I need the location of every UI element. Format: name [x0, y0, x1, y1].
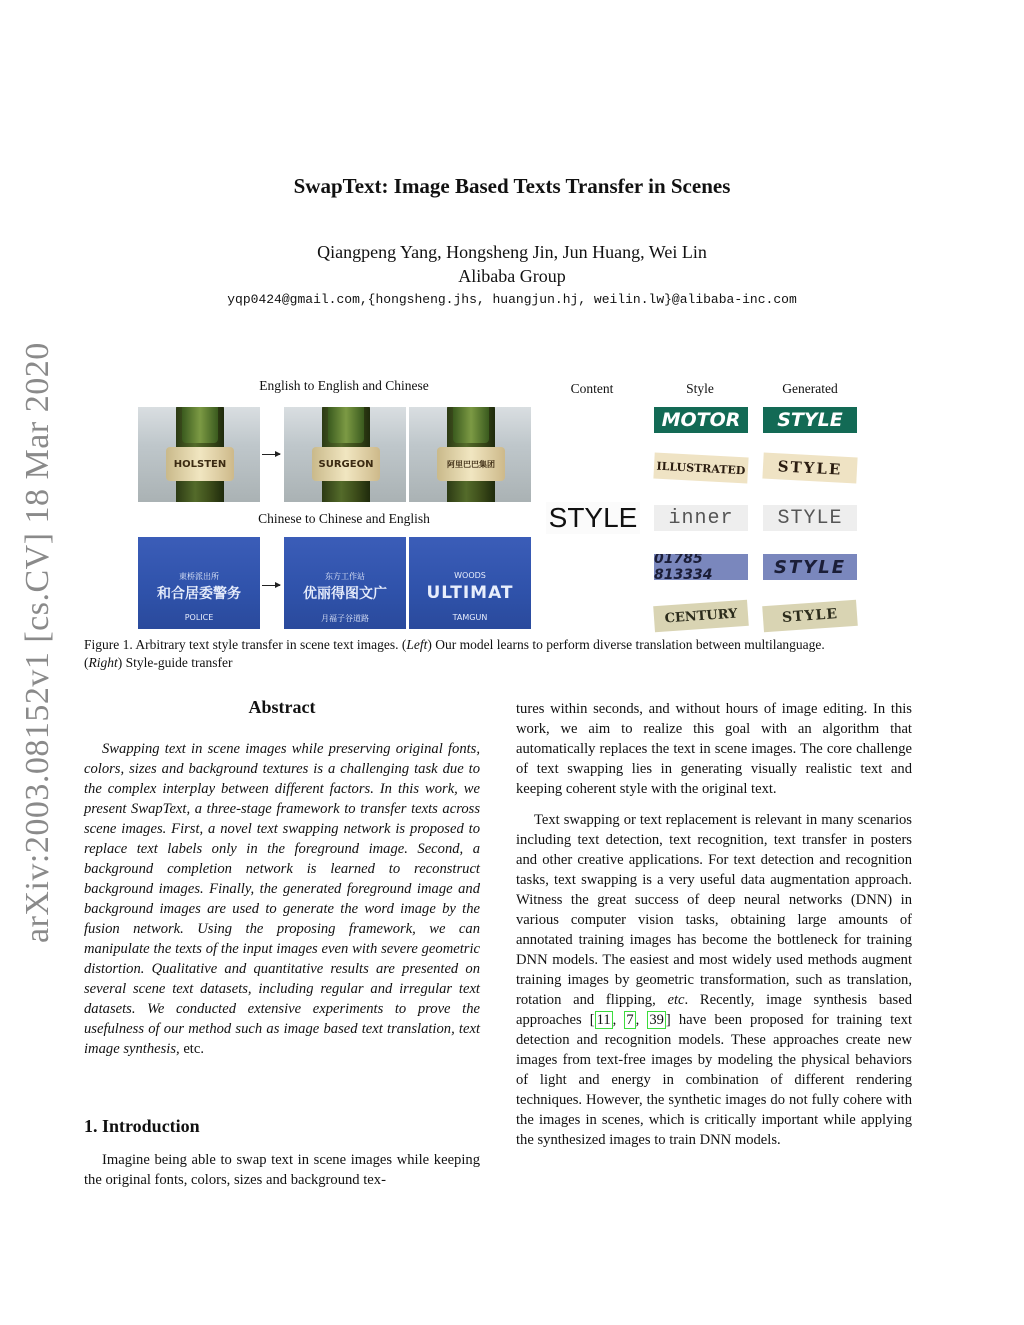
content-word-image: STYLE [546, 502, 640, 534]
bottle-image-chinese [409, 407, 531, 502]
style-image-1: MOTOR [654, 407, 748, 433]
etc-text: etc [667, 992, 685, 1008]
bottle-image-english [284, 407, 406, 502]
paragraph-text: tures within seconds, and without hours of image editing. In this work, we aim to realize this goal with an algorithm that automatically replaces the text in scene images. The core challenge of text swapping lies in generating visually realistic text and keeping coherent style with the original text. [516, 701, 912, 797]
sign-image-english [409, 537, 531, 629]
arrow-icon [262, 585, 280, 586]
style-image-3: inner [654, 505, 748, 531]
sign-main-text: 和合居委警务 [157, 586, 241, 602]
citation-link[interactable]: 7 [626, 1012, 634, 1028]
figure-caption [84, 636, 924, 672]
arxiv-identifier: arXiv:2003.08152v1 [cs.CV] 18 Mar 2020 [19, 342, 56, 943]
caption-text: Figure 1. Arbitrary text style transfer in scene text images. ( [84, 637, 407, 652]
caption-text: ) Our model learns to perform diverse translation between multilanguage. [427, 637, 825, 652]
sign-image-original [138, 537, 260, 629]
sign-main-text: 优丽得图文广 [303, 586, 387, 602]
citation-link[interactable]: 39 [649, 1012, 664, 1028]
figure-left-top-label: English to English and Chinese [259, 378, 429, 393]
caption-left: Left [406, 637, 428, 652]
intro-text: Imagine being able to swap text in scene images while keeping the original fonts, colors, sizes and background tex- [84, 1152, 480, 1188]
arrow-icon [262, 454, 280, 455]
paragraph-text: Text swapping or text replacement is relevant in many scenarios including text detection, text recognition, text transfer in posters and other creative applications. For text detection and recognition tasks, text swapping is a very useful data augmentation approach. Witness the great success of deep neural networks (DNN) in various computer vision tasks, obtaining large amounts of annotated training images has become the bottleneck for training DNN models. The easiest and most widely used methods augment training images by geometric transformation, such as translation, rotation and flipping, [516, 812, 912, 1008]
paragraph-text: ] have been proposed for training text detection and recognition models. These approaches create new images from text-free images by modeling the physical behaviors of light and energy in combination of different rendering techniques. However, the synthetic images do not fully cohere with the images in scenes, which is critically important while applying the synthesized images to train DNN models. [516, 1012, 912, 1148]
column-header-generated: Generated [782, 381, 838, 396]
author-block [0, 240, 1024, 288]
style-image-2: ILLUSTRATED [653, 453, 748, 484]
generated-image-3: STYLE [763, 505, 857, 531]
bottle-label: SURGEON [312, 447, 380, 481]
intro-heading: 1. Introduction [84, 1116, 200, 1136]
style-image-5: CENTURY [653, 600, 749, 632]
abstract-heading: Abstract [248, 697, 316, 717]
sign-top-text: WOODS [454, 571, 486, 580]
abstract-text [84, 739, 480, 1059]
caption-text: ( [84, 655, 89, 670]
sign-bottom-text: TAMGUN [452, 613, 488, 622]
column-header-style: Style [686, 381, 714, 396]
sign-main-text: ULTIMAT [426, 583, 514, 603]
bottle-label: HOLSTEN [166, 447, 234, 481]
citation-link[interactable]: 11 [596, 1012, 611, 1028]
paragraph-text: . Recently, image synthesis based approaches [ [516, 992, 912, 1028]
sign-bottom-text: 月福子谷道路 [321, 614, 369, 623]
right-column-paragraph-2: Text swapping or text replacement is relevant in many scenarios including text detection, text recognition, text transfer in posters and other creative applications. For text detection and recognition tasks, text swapping is a very useful data augmentation approach. Witness the great success of deep neural networks (DNN) in various computer vision tasks, obtaining large amounts of annotated training images has become the bottleneck for training DNN models. The easiest and most widely used methods augment training images by geometric transformation, such as translation, rotation and flipping, etc. Recently, image synthesis based approaches [ 11 , 7 , 39 ] have been proposed for training text detection and recognition models. These approaches create new images from text-free images by modeling the physical behaviors of light and energy in combination of different rendering techniques. However, the synthetic images do not fully cohere with the images in scenes, which is critically important while applying the synthesized images to train DNN models. [516, 812, 912, 1148]
abstract-etc: etc. [179, 1041, 204, 1057]
style-image-4: 01785 813334 [654, 554, 748, 580]
caption-right: Right [88, 655, 118, 670]
authors: Qiangpeng Yang, Hongsheng Jin, Jun Huang, Wei Lin [317, 242, 707, 262]
bottle-label: 阿里巴巴集团 [437, 447, 505, 481]
affiliation: Alibaba Group [458, 266, 566, 286]
bottle-image-original [138, 407, 260, 502]
sign-bottom-text: POLICE [184, 613, 214, 622]
right-column-paragraph-1 [516, 699, 912, 799]
abstract-body: Swapping text in scene images while preserving original fonts, colors, sizes and background textures is a challenging task due to the complex interplay between different factors. In this work, we present SwapText, a three-stage framework to transfer texts across scene images. First, a novel text swapping network is proposed to replace text labels only in the foreground image. Second, a background completion network is learned to reconstruct background images. Finally, the generated foreground image and background images are used to generate the word image by the fusion network. Using the proposing framework, we can manipulate the texts of the input images even with severe geometric distortion. Qualitative and quantitative results are presented on several scene text datasets, including regular and irregular text datasets. We conducted extensive experiments to prove the usefulness of our method such as image based text translation, text image synthesis, [84, 741, 480, 1057]
sign-top-text: 东方工作站 [325, 572, 365, 581]
column-header-content: Content [570, 381, 614, 396]
generated-image-1: STYLE [763, 407, 857, 433]
generated-image-2: STYLE [762, 453, 857, 484]
sign-image-chinese [284, 537, 406, 629]
paper-title: SwapText: Image Based Texts Transfer in Scenes [293, 174, 731, 198]
sign-top-text: 東桥派出所 [179, 572, 219, 581]
generated-image-4: STYLE [763, 554, 857, 580]
intro-paragraph [84, 1150, 480, 1190]
figure-left-bottom-label: Chinese to Chinese and English [258, 511, 430, 526]
emails: yqp0424@gmail.com,{hongsheng.jhs, huangjun.hj, weilin.lw}@alibaba-inc.com [227, 292, 797, 307]
generated-image-5: STYLE [762, 600, 858, 632]
caption-text: ) Style-guide transfer [117, 655, 233, 670]
